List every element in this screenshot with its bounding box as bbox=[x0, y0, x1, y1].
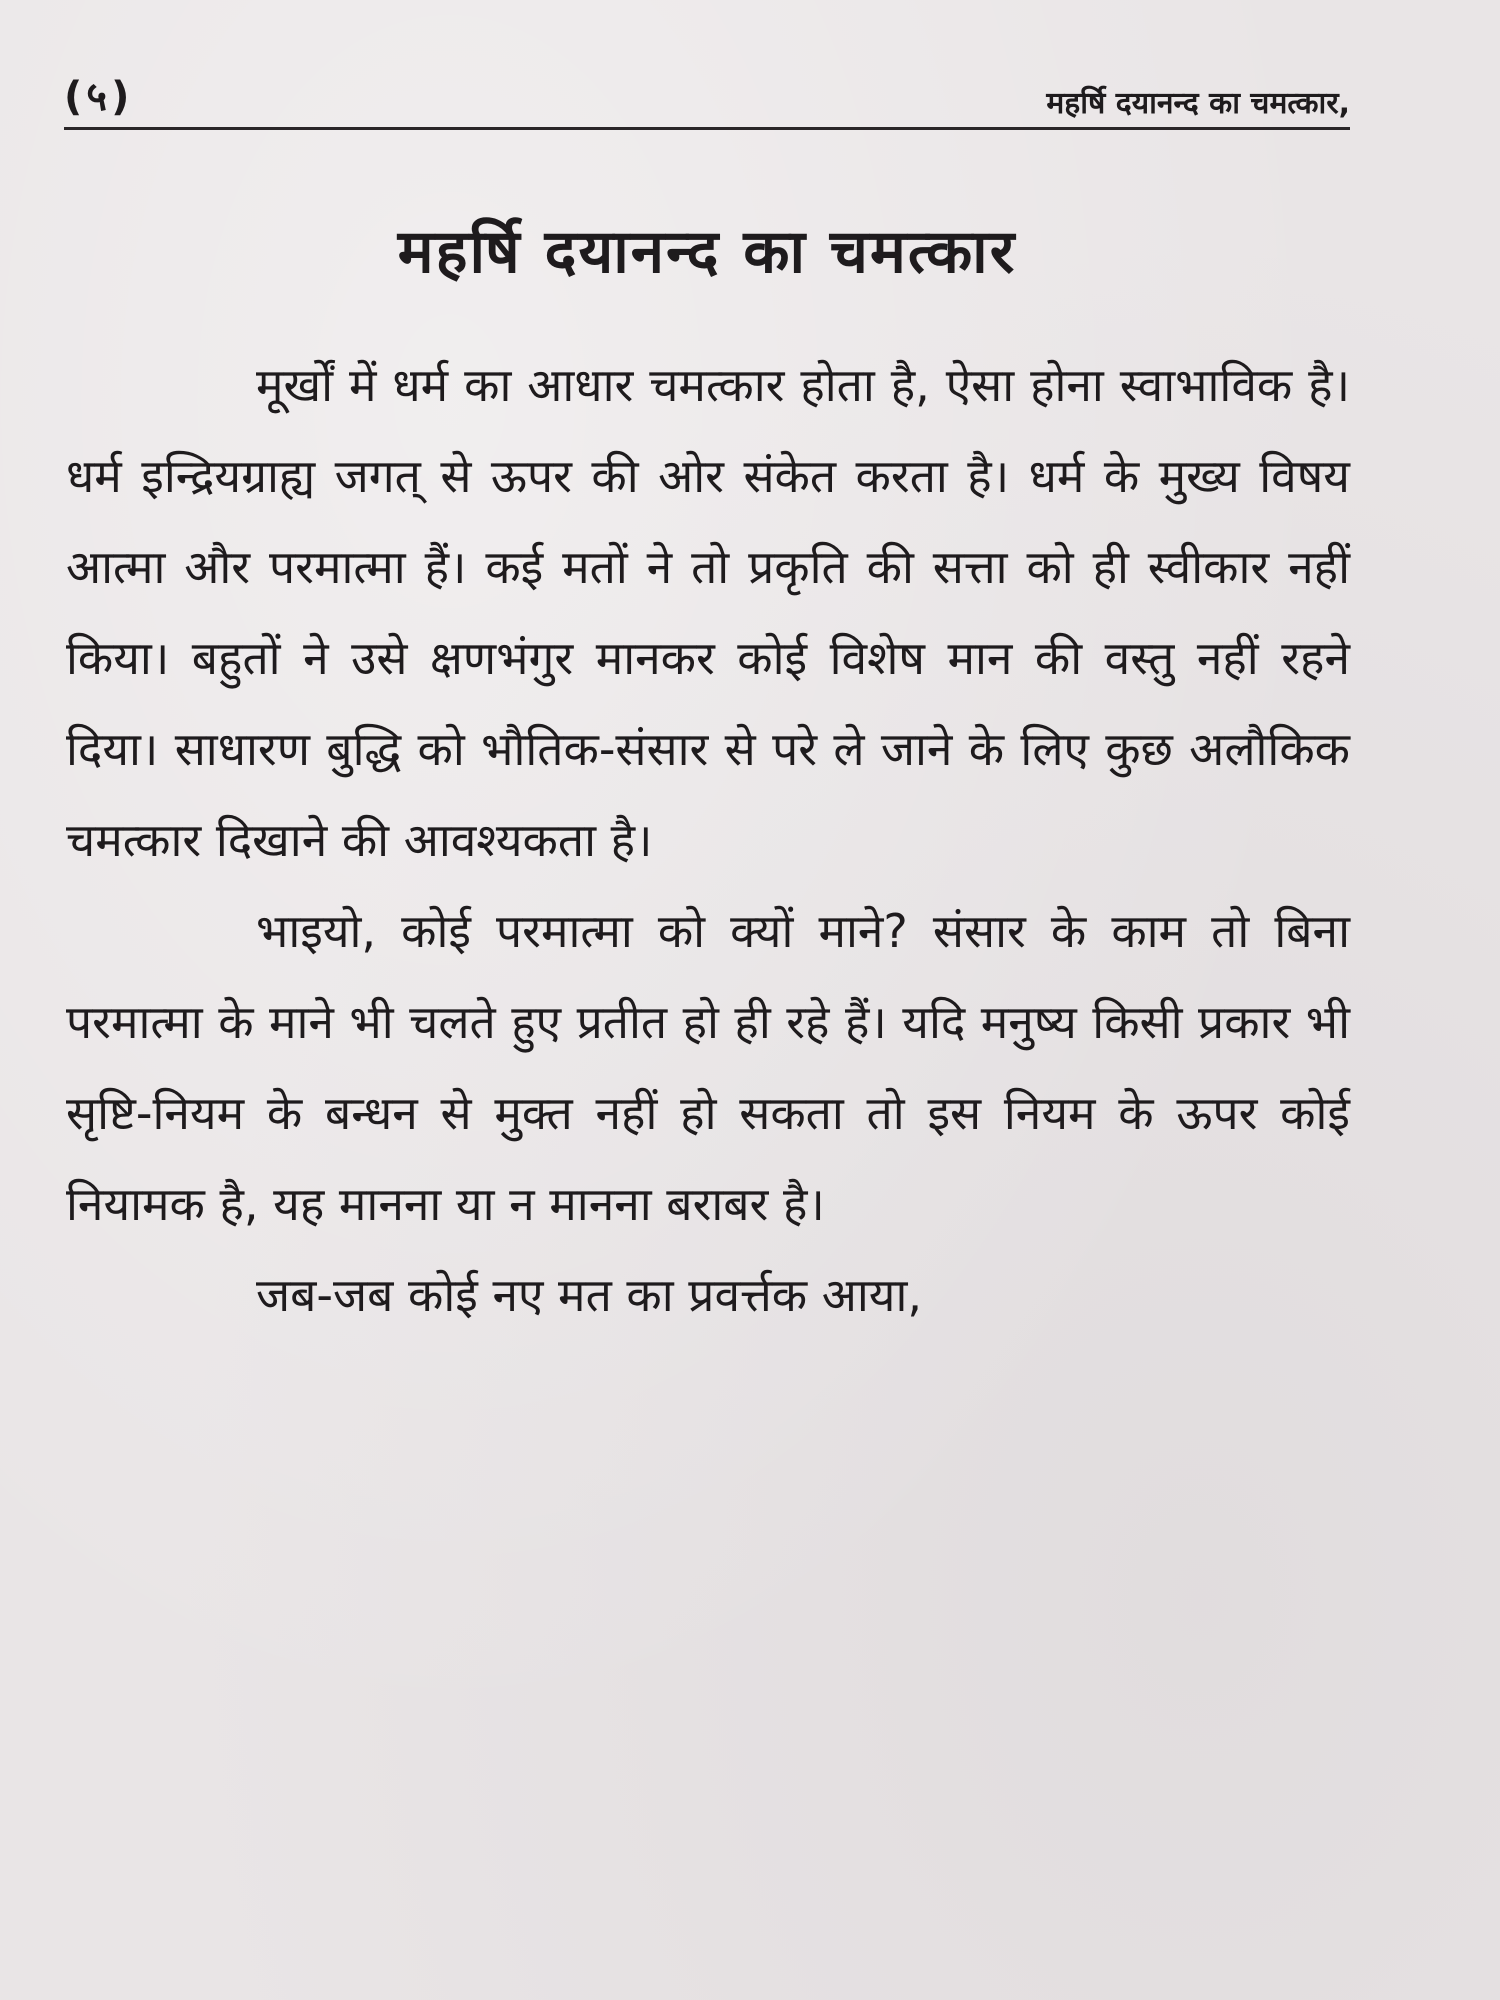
header-rule bbox=[64, 127, 1350, 130]
paragraph-3: जब-जब कोई नए मत का प्रवर्त्तक आया, bbox=[256, 1268, 922, 1322]
paragraph-2: भाइयो, कोई परमात्मा को क्यों माने? संसार के काम तो बिना परमात्मा के माने भी चलते हुए प्रतीत हो ही रहे हैं। यदि मनुष्य किसी प्रकार भी सृष्टि-नियम के बन्धन से मुक्त नहीं हो सकता तो इस नियम के ऊपर कोई नियामक है, यह मानना या न मानना बराबर है। bbox=[66, 904, 1350, 1231]
body-text bbox=[66, 340, 1350, 1341]
paragraph-1: मूर्खों में धर्म का आधार चमत्कार होता है, ऐसा होना स्वाभाविक है। धर्म इन्द्रियग्राह्य जगत् से ऊपर की ओर संकेत करता है। धर्म के मुख्य विषय आत्मा और परमात्मा हैं। कई मतों ने तो प्रकृति की सत्ता को ही स्वीकार नहीं किया। बहुतों ने उसे क्षणभंगुर मानकर कोई विशेष मान की वस्तु नहीं रहने दिया। साधारण बुद्धि को भौतिक-संसार से परे ले जाने के लिए कुछ अलौकिक चमत्कार दिखाने की आवश्यकता है। bbox=[66, 358, 1350, 867]
running-title: महर्षि दयानन्द का चमत्कार, bbox=[1046, 86, 1350, 121]
chapter-title: महर्षि दयानन्द का चमत्कार bbox=[397, 217, 1017, 287]
page-number: (५) bbox=[64, 74, 134, 120]
running-header bbox=[64, 62, 1350, 122]
